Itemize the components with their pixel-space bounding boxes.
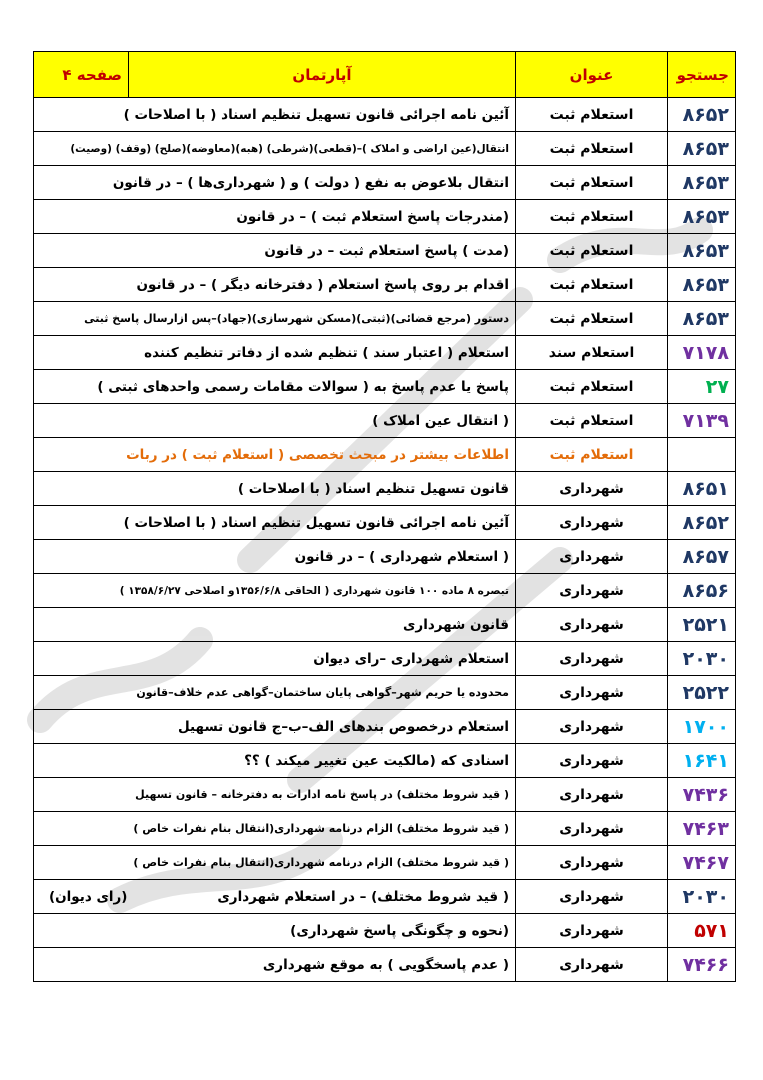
row-code: ۸۶۵۳ bbox=[668, 166, 736, 200]
row-description: (مدت ) پاسخ استعلام ثبت – در قانون bbox=[34, 234, 516, 268]
row-description: (نحوه و چگونگی پاسخ شهرداری) bbox=[34, 914, 516, 948]
table-row bbox=[34, 234, 736, 268]
table-row bbox=[34, 846, 736, 880]
table-row bbox=[34, 710, 736, 744]
row-code: ۸۶۵۳ bbox=[668, 302, 736, 336]
row-topic: استعلام سند bbox=[516, 336, 668, 370]
row-code: ۷۱۷۸ bbox=[668, 336, 736, 370]
row-topic: استعلام ثبت bbox=[516, 234, 668, 268]
row-code: ۷۴۳۶ bbox=[668, 778, 736, 812]
table-row bbox=[34, 98, 736, 132]
table-row bbox=[34, 744, 736, 778]
row-code: ۷۴۶۶ bbox=[668, 948, 736, 982]
row-description: دستور (مرجع قضائی)(ثبتی)(مسکن شهرسازی)(جهاد)–پس ازارسال پاسخ ثبتی bbox=[34, 302, 516, 336]
table-row bbox=[34, 642, 736, 676]
table-row bbox=[34, 778, 736, 812]
row-description: انتقال(عین اراضی و املاک )–(قطعی)(شرطی) (هبه)(معاوضه)(صلح) (وقف) (وصیت) bbox=[34, 132, 516, 166]
row-topic: شهرداری bbox=[516, 778, 668, 812]
row-topic: استعلام ثبت bbox=[516, 166, 668, 200]
row-topic: استعلام ثبت bbox=[516, 132, 668, 166]
table-row bbox=[34, 268, 736, 302]
row-description: پاسخ یا عدم پاسخ به ( سوالات مقامات رسمی واحدهای ثبتی ) bbox=[34, 370, 516, 404]
table-row bbox=[34, 200, 736, 234]
table-row bbox=[34, 880, 736, 914]
row-topic: استعلام ثبت bbox=[516, 200, 668, 234]
table-row-info bbox=[34, 438, 736, 472]
row-topic: استعلام ثبت bbox=[516, 302, 668, 336]
row-description: ( عدم پاسخگویی ) به موقع شهرداری bbox=[34, 948, 516, 982]
row-code: ۱۶۴۱ bbox=[668, 744, 736, 778]
row-topic: شهرداری bbox=[516, 506, 668, 540]
row-description: استعلام درخصوص بندهای الف–ب–ج قانون تسهیل bbox=[34, 710, 516, 744]
row-topic: استعلام ثبت bbox=[516, 404, 668, 438]
row-description: قانون شهرداری bbox=[34, 608, 516, 642]
header-search: جستجو bbox=[668, 52, 736, 98]
row-topic: شهرداری bbox=[516, 846, 668, 880]
table-row bbox=[34, 132, 736, 166]
row-description: آئین نامه اجرائی قانون تسهیل تنظیم اسناد ( با اصلاحات ) bbox=[34, 506, 516, 540]
row-code: ۵۷۱ bbox=[668, 914, 736, 948]
row-code: ۲۷ bbox=[668, 370, 736, 404]
row-description: اطلاعات بیشتر در مبحث تخصصی ( استعلام ثبت ) در ربات bbox=[34, 438, 516, 472]
row-topic: شهرداری bbox=[516, 914, 668, 948]
row-code bbox=[668, 438, 736, 472]
row-code: ۲۰۳۰ bbox=[668, 642, 736, 676]
table-row bbox=[34, 302, 736, 336]
row-topic: استعلام ثبت bbox=[516, 98, 668, 132]
row-topic: شهرداری bbox=[516, 608, 668, 642]
row-code: ۲۰۳۰ bbox=[668, 880, 736, 914]
row-topic: شهرداری bbox=[516, 540, 668, 574]
row-topic: استعلام ثبت bbox=[516, 438, 668, 472]
table-row bbox=[34, 336, 736, 370]
row-code: ۲۵۲۱ bbox=[668, 608, 736, 642]
row-description: آئین نامه اجرائی قانون تسهیل تنظیم اسناد ( با اصلاحات ) bbox=[34, 98, 516, 132]
row-code: ۸۶۵۷ bbox=[668, 540, 736, 574]
row-topic: شهرداری bbox=[516, 812, 668, 846]
header-topic: عنوان bbox=[516, 52, 668, 98]
table-row bbox=[34, 370, 736, 404]
row-code: ۸۶۵۶ bbox=[668, 574, 736, 608]
header-page: صفحه ۴ bbox=[34, 52, 129, 98]
row-code: ۸۶۵۳ bbox=[668, 234, 736, 268]
table-row bbox=[34, 472, 736, 506]
table-row bbox=[34, 812, 736, 846]
header-apartment: آپارتمان bbox=[129, 52, 516, 98]
row-description: ( انتقال عین املاک ) bbox=[34, 404, 516, 438]
row-description: اقدام بر روی پاسخ استعلام ( دفترخانه دیگر ) – در قانون bbox=[34, 268, 516, 302]
row-code: ۸۶۵۳ bbox=[668, 200, 736, 234]
row-code: ۷۴۶۳ bbox=[668, 812, 736, 846]
row-code: ۸۶۵۲ bbox=[668, 506, 736, 540]
table-row bbox=[34, 540, 736, 574]
row-description: ( استعلام شهرداری ) – در قانون bbox=[34, 540, 516, 574]
row-description: محدوده یا حریم شهر–گواهی پایان ساختمان–گواهی عدم خلاف–قانون bbox=[34, 676, 516, 710]
row-topic: شهرداری bbox=[516, 880, 668, 914]
table-row bbox=[34, 914, 736, 948]
row-description: تبصره ۸ ماده ۱۰۰ قانون شهرداری ( الحاقی ۱۳۵۶/۶/۸و اصلاحی ۱۳۵۸/۶/۲۷ ) bbox=[34, 574, 516, 608]
row-topic: شهرداری bbox=[516, 472, 668, 506]
row-code: ۸۶۵۳ bbox=[668, 268, 736, 302]
row-code: ۲۵۲۲ bbox=[668, 676, 736, 710]
row-topic: شهرداری bbox=[516, 744, 668, 778]
row-topic: استعلام ثبت bbox=[516, 370, 668, 404]
table-row bbox=[34, 948, 736, 982]
row-description: (مندرجات پاسخ استعلام ثبت ) – در قانون bbox=[34, 200, 516, 234]
row-topic: شهرداری bbox=[516, 642, 668, 676]
row-code: ۷۴۶۷ bbox=[668, 846, 736, 880]
table-row bbox=[34, 574, 736, 608]
header-row bbox=[34, 52, 736, 98]
table-row bbox=[34, 506, 736, 540]
row-code: ۸۶۵۳ bbox=[668, 132, 736, 166]
table-row bbox=[34, 166, 736, 200]
row-description: استعلام شهرداری –رای دیوان bbox=[34, 642, 516, 676]
table-row bbox=[34, 608, 736, 642]
row-description-extra: (رای دیوان) bbox=[48, 888, 128, 905]
row-description: ( قید شروط مختلف) الزام درنامه شهرداری(انتقال بنام نفرات خاص ) bbox=[34, 846, 516, 880]
row-topic: شهرداری bbox=[516, 676, 668, 710]
row-description: استعلام ( اعتبار سند ) تنظیم شده از دفاتر تنظیم کننده bbox=[34, 336, 516, 370]
row-topic: شهرداری bbox=[516, 948, 668, 982]
row-topic: شهرداری bbox=[516, 710, 668, 744]
row-description: ( قید شروط مختلف) الزام درنامه شهرداری(انتقال بنام نفرات خاص ) bbox=[34, 812, 516, 846]
row-code: ۸۶۵۲ bbox=[668, 98, 736, 132]
row-code: ۸۶۵۱ bbox=[668, 472, 736, 506]
index-table bbox=[33, 51, 736, 982]
row-code: ۷۱۳۹ bbox=[668, 404, 736, 438]
row-description bbox=[34, 880, 516, 914]
table-row bbox=[34, 404, 736, 438]
row-description: قانون تسهیل تنظیم اسناد ( با اصلاحات ) bbox=[34, 472, 516, 506]
row-description: اسنادی که (مالکیت عین تغییر میکند ) ؟؟ bbox=[34, 744, 516, 778]
row-description: انتقال بلاعوض به نفع ( دولت ) و ( شهرداری‌ها ) – در قانون bbox=[34, 166, 516, 200]
row-topic: استعلام ثبت bbox=[516, 268, 668, 302]
row-code: ۱۷۰۰ bbox=[668, 710, 736, 744]
row-description-main: ( قید شروط مختلف) – در استعلام شهرداری bbox=[217, 888, 509, 905]
row-description: ( قید شروط مختلف) در پاسخ نامه ادارات به دفترخانه – قانون تسهیل bbox=[34, 778, 516, 812]
row-topic: شهرداری bbox=[516, 574, 668, 608]
table-row bbox=[34, 676, 736, 710]
